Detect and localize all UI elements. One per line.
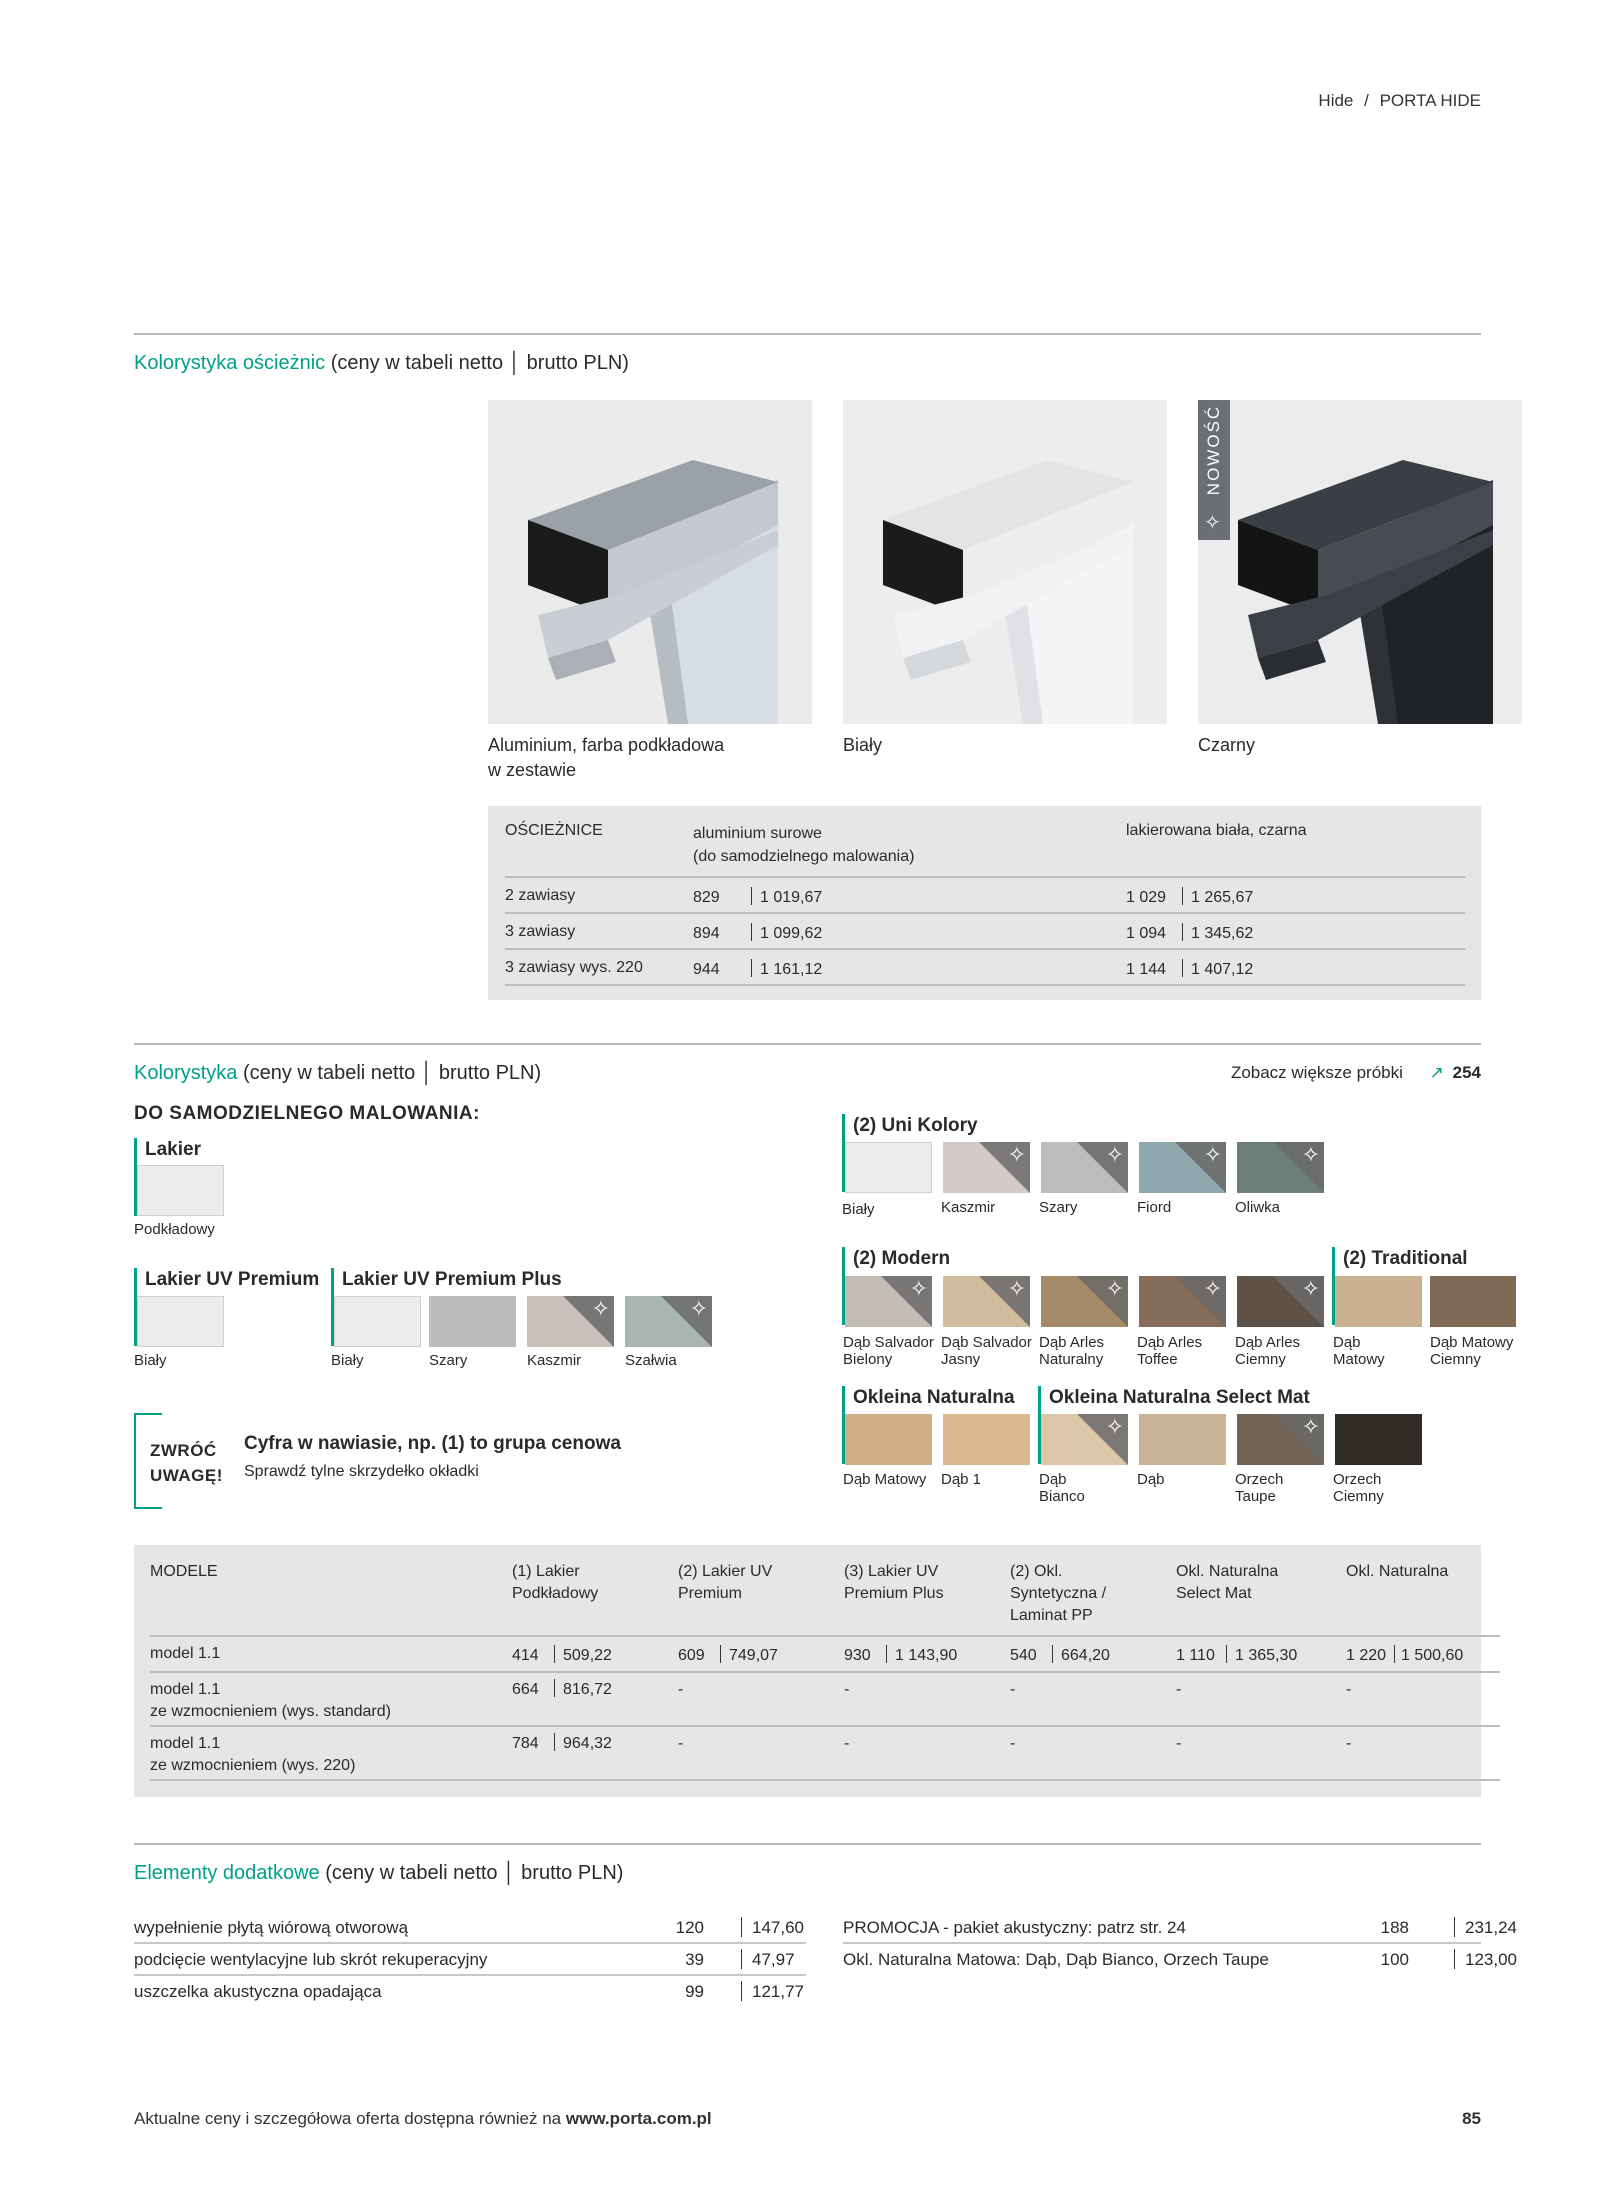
notice-subtext: Sprawdź tylne skrzydełko okładki: [244, 1463, 479, 1480]
swatch-select-orzech-taupe[interactable]: [1237, 1414, 1324, 1465]
breadcrumb-separator: /: [1364, 91, 1369, 110]
page-number: 85: [1462, 2109, 1481, 2128]
extra-item-row: podcięcie wentylacyjne lub skrót rekuperacyjny 39 47,97: [134, 1944, 806, 1976]
star-icon: ✧: [1301, 1415, 1320, 1440]
table-row: model 1.1 ze wzmocnieniem (wys. standard) 664 816,72 - - - - -: [150, 1673, 1500, 1727]
new-badge-star-icon: ✧: [1204, 510, 1221, 534]
swatch-natural-dab-matowy[interactable]: [845, 1414, 932, 1465]
breadcrumb: [1318, 91, 1481, 111]
star-icon: ✧: [689, 1297, 708, 1322]
swatch-uni-kaszmir[interactable]: [943, 1142, 1030, 1193]
swatch-traditional-dab-matowy[interactable]: [1335, 1276, 1422, 1327]
star-icon: ✧: [909, 1277, 928, 1302]
swatch-label: Podkładowy: [134, 1221, 215, 1238]
swatch-label: Fiord: [1137, 1199, 1172, 1216]
table-row: model 1.1 ze wzmocnieniem (wys. 220) 784 964,32 - - - - -: [150, 1727, 1500, 1781]
swatch-uni-bialy[interactable]: [845, 1142, 932, 1193]
star-icon: ✧: [1203, 1143, 1222, 1168]
group-natural-select-title: Okleina Naturalna Select Mat: [1038, 1386, 1310, 1464]
swatch-label: Dąb 1: [941, 1471, 982, 1488]
notice-label: ZWRÓĆ UWAGĘ!: [150, 1441, 223, 1485]
swatch-label: Kaszmir: [941, 1199, 996, 1216]
frames-head-col0: OŚCIEŻNICE: [505, 822, 603, 839]
group-lakier-title: Lakier: [134, 1138, 201, 1216]
models-table: [150, 1561, 1500, 1781]
swatch-modern-arles-ciemny[interactable]: [1237, 1276, 1324, 1327]
table-row: 3 zawiasy 894 1 099,62 1 094 1 345,62: [505, 914, 1465, 950]
notice-headline: Cyfra w nawiasie, np. (1) to grupa cenowa: [244, 1433, 621, 1454]
group-uv-premium-title: Lakier UV Premium: [134, 1268, 319, 1346]
swatch-label: Dąb Arles Toffee: [1137, 1334, 1203, 1368]
extras-title-note: (ceny w tabeli netto │ brutto PLN): [325, 1862, 624, 1884]
extra-item-row: wypełnienie płytą wiórową otworową 120 147,60: [134, 1912, 806, 1944]
frames-head-col2: lakierowana biała, czarna: [1126, 822, 1307, 839]
table-row: 3 zawiasy wys. 220 944 1 161,12 1 144 1 407,12: [505, 950, 1465, 986]
swatch-label: Dąb Salvador Jasny: [941, 1334, 1032, 1368]
extras-title-highlight: Elementy dodatkowe: [134, 1862, 320, 1884]
frames-head-col1: aluminium surowe (do samodzielnego malowania): [693, 825, 915, 865]
frames-title-note: (ceny w tabeli netto │ brutto PLN): [330, 352, 629, 374]
self-paint-heading: DO SAMODZIELNEGO MALOWANIA:: [134, 1103, 480, 1124]
star-icon: ✧: [1007, 1277, 1026, 1302]
caption-white: Biały: [843, 735, 883, 755]
swatch-label: Kaszmir: [527, 1352, 582, 1369]
swatch-label: Dąb Salvador Bielony: [843, 1334, 934, 1368]
swatch-label: Dąb Arles Naturalny: [1039, 1334, 1105, 1368]
extra-item-row: Okl. Naturalna Matowa: Dąb, Dąb Bianco, Orzech Taupe 100 123,00: [843, 1950, 1517, 1969]
swatch-uv-premium-bialy[interactable]: [137, 1296, 224, 1347]
swatch-uni-oliwka[interactable]: [1237, 1142, 1324, 1193]
table-row: 2 zawiasy 829 1 019,67 1 029 1 265,67: [505, 878, 1465, 914]
new-badge-label: NOWOŚĆ: [1204, 404, 1223, 496]
swatch-modern-salvador-bielony[interactable]: [845, 1276, 932, 1327]
extra-item-row: PROMOCJA - pakiet akustyczny: patrz str. 24 188 231,24: [843, 1912, 1481, 1944]
frames-table: [505, 822, 1465, 986]
swatch-label: Szary: [429, 1352, 468, 1369]
section-divider: [134, 1043, 1481, 1045]
group-modern-title: (2) Modern: [842, 1247, 950, 1325]
frames-table-header: [505, 822, 1465, 878]
extras-section-title: [134, 1862, 623, 1885]
section-divider: [134, 1843, 1481, 1845]
star-icon: ✧: [1301, 1143, 1320, 1168]
swatch-label: Biały: [134, 1352, 167, 1369]
star-icon: ✧: [1105, 1415, 1124, 1440]
swatch-lakier-podkladowy[interactable]: [137, 1165, 224, 1216]
frame-photo-aluminium: [488, 400, 812, 724]
swatch-label: Biały: [842, 1201, 875, 1218]
swatch-modern-arles-toffee[interactable]: [1139, 1276, 1226, 1327]
swatch-label: Oliwka: [1235, 1199, 1281, 1216]
swatch-traditional-dab-matowy-ciemny[interactable]: [1430, 1276, 1516, 1327]
caption-aluminium: Aluminium, farba podkładowa w zestawie: [488, 735, 725, 780]
swatch-label: Dąb Arles Ciemny: [1235, 1334, 1301, 1368]
swatch-label: Biały: [331, 1352, 364, 1369]
swatch-uv-plus-bialy[interactable]: [334, 1296, 421, 1347]
swatch-label: Orzech Taupe: [1235, 1471, 1284, 1505]
frame-photo-white: [843, 400, 1167, 724]
star-icon: ✧: [1105, 1277, 1124, 1302]
extra-item-row: uszczelka akustyczna opadająca 99 121,77: [134, 1982, 804, 2001]
swatch-uv-plus-szary[interactable]: [429, 1296, 516, 1347]
swatch-modern-salvador-jasny[interactable]: [943, 1276, 1030, 1327]
frame-photo-black: [1198, 400, 1522, 724]
star-icon: ✧: [1301, 1277, 1320, 1302]
section-divider: [134, 333, 1481, 335]
swatch-label: Dąb Matowy Ciemny: [1430, 1334, 1514, 1368]
star-icon: ✧: [591, 1297, 610, 1322]
models-table-header: MODELE (1) Lakier Podkładowy (2) Lakier UV Premium (3) Lakier UV Premium Plus (2) Okl. Syntetyczna / Laminat PP Okl. Naturalna Select Mat Okl. Naturalna: [150, 1561, 1500, 1637]
swatch-label: Szałwia: [625, 1352, 677, 1369]
swatch-select-dab[interactable]: [1139, 1414, 1226, 1465]
swatch-modern-arles-naturalny[interactable]: [1041, 1276, 1128, 1327]
swatch-uv-plus-kaszmir[interactable]: [527, 1296, 614, 1347]
group-uv-premium-plus-title: Lakier UV Premium Plus: [331, 1268, 562, 1346]
breadcrumb-collection[interactable]: PORTA HIDE: [1379, 91, 1481, 110]
larger-samples-link[interactable]: [1231, 1063, 1481, 1083]
group-uni-title: (2) Uni Kolory: [842, 1114, 978, 1192]
swatch-label: Dąb Bianco: [1039, 1471, 1085, 1505]
colors-title-note: (ceny w tabeli netto │ brutto PLN): [242, 1062, 542, 1084]
swatch-uv-plus-szalwia[interactable]: [625, 1296, 712, 1347]
larger-samples-label: Zobacz większe próbki: [1230, 1063, 1403, 1082]
colors-section-title: [134, 1062, 541, 1085]
swatch-label: Dąb Matowy: [1333, 1334, 1385, 1368]
swatch-label: Dąb Matowy: [843, 1471, 927, 1488]
website-link[interactable]: www.porta.com.pl: [565, 2109, 712, 2128]
swatch-label: Dąb: [1137, 1471, 1165, 1488]
table-row: model 1.1 414 509,22 609 749,07 930 1 143,90 540 664,20 1 110 1 365,30 1 220 1 500,60: [150, 1637, 1500, 1673]
star-icon: ✧: [1203, 1277, 1222, 1302]
arrow-up-right-icon: ↗: [1429, 1063, 1444, 1083]
swatch-label: Szary: [1039, 1199, 1078, 1216]
star-icon: ✧: [1105, 1143, 1124, 1168]
frames-section-title: [134, 352, 629, 375]
swatch-select-orzech-ciemny[interactable]: [1335, 1414, 1422, 1465]
footer-note: Aktualne ceny i szczegółowa oferta dostępna również na www.porta.com.pl: [134, 2109, 712, 2128]
breadcrumb-brand[interactable]: Hide: [1318, 91, 1354, 110]
colors-title-highlight: Kolorystyka: [134, 1062, 238, 1084]
caption-black: Czarny: [1198, 735, 1256, 755]
group-natural-title: Okleina Naturalna: [842, 1386, 1015, 1464]
swatch-uni-fiord[interactable]: [1139, 1142, 1226, 1193]
new-badge: [1198, 400, 1230, 540]
larger-samples-page: 254: [1452, 1063, 1481, 1082]
swatch-select-dab-bianco[interactable]: [1041, 1414, 1128, 1465]
swatch-label: Orzech Ciemny: [1333, 1471, 1384, 1505]
frames-title-highlight: Kolorystyka ościeżnic: [134, 352, 326, 374]
star-icon: ✧: [1007, 1143, 1026, 1168]
swatch-uni-szary[interactable]: [1041, 1142, 1128, 1193]
group-traditional-title: (2) Traditional: [1332, 1247, 1468, 1325]
swatch-natural-dab-1[interactable]: [943, 1414, 1030, 1465]
